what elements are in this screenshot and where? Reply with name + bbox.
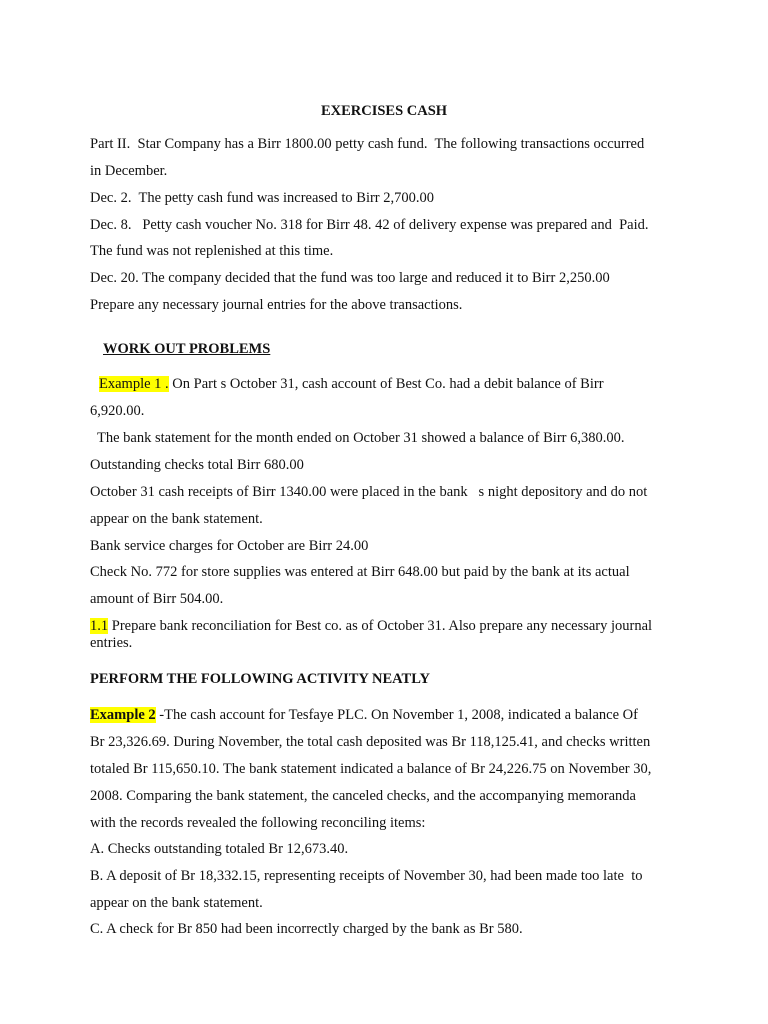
question-1-1-line-1 [90,617,652,635]
question-1-1-line-2: entries. [90,635,133,651]
example-2-line-1 [90,706,638,724]
part2-line-1: Part II. Star Company has a Birr 1800.00 petty cash fund. The following transactions occurred [90,136,645,152]
example-1-line-8: Check No. 772 for store supplies was entered at Birr 648.00 but paid by the bank at its actual [90,564,630,580]
work-out-heading: WORK OUT PROBLEMS [103,341,271,357]
example-2-line-5: with the records revealed the following reconciling items: [90,815,426,831]
item-a: A. Checks outstanding totaled Br 12,673.40. [90,841,349,857]
page-title: EXERCISES CASH [320,103,448,119]
example-2-line-2: Br 23,326.69. During November, the total cash deposited was Br 118,125.41, and checks written [90,734,651,750]
example-2-text: -The cash account for Tesfaye PLC. On November 1, 2008, indicated a balance Of [155,707,638,723]
part2-line-3: Dec. 2. The petty cash fund was increased to Birr 2,700.00 [90,190,435,206]
example-2-line-3: totaled Br 115,650.10. The bank statement indicated a balance of Br 24,226.75 on November 30, [90,761,652,777]
example-1-line-5: October 31 cash receipts of Birr 1340.00 were placed in the bank s night depository and do not [90,484,648,500]
example-1-line-3: The bank statement for the month ended on October 31 showed a balance of Birr 6,380.00. [90,430,625,446]
example-1-line-6: appear on the bank statement. [90,511,263,527]
part2-line-4: Dec. 8. Petty cash voucher No. 318 for Birr 48. 42 of delivery expense was prepared and Paid. [90,217,649,233]
part2-line-2: in December. [90,163,168,179]
item-b-line-1: B. A deposit of Br 18,332.15, representing receipts of November 30, had been made too late to [90,868,643,884]
question-1-1-text: Prepare bank reconciliation for Best co. as of October 31. Also prepare any necessary journal [108,618,653,634]
example-1-line-1 [99,375,604,393]
perform-heading: PERFORM THE FOLLOWING ACTIVITY NEATLY [90,671,430,687]
item-b-line-2: appear on the bank statement. [90,895,263,911]
item-c: C. A check for Br 850 had been incorrectly charged by the bank as Br 580. [90,921,523,937]
question-1-1-label: 1.1 [90,618,109,634]
example-1-label: Example 1 . [99,376,169,392]
part2-line-6: Dec. 20. The company decided that the fund was too large and reduced it to Birr 2,250.00 [90,270,610,286]
example-1-line-4: Outstanding checks total Birr 680.00 [90,457,304,473]
example-1-text: On Part s October 31, cash account of Best Co. had a debit balance of Birr [168,376,604,392]
example-1-line-7: Bank service charges for October are Birr 24.00 [90,538,369,554]
example-1-line-2: 6,920.00. [90,403,145,419]
example-2-line-4: 2008. Comparing the bank statement, the canceled checks, and the accompanying memoranda [90,788,636,804]
example-2-label: Example 2 [90,707,156,723]
part2-line-5: The fund was not replenished at this time. [90,243,334,259]
example-1-line-9: amount of Birr 504.00. [90,591,224,607]
part2-line-7: Prepare any necessary journal entries for the above transactions. [90,297,463,313]
